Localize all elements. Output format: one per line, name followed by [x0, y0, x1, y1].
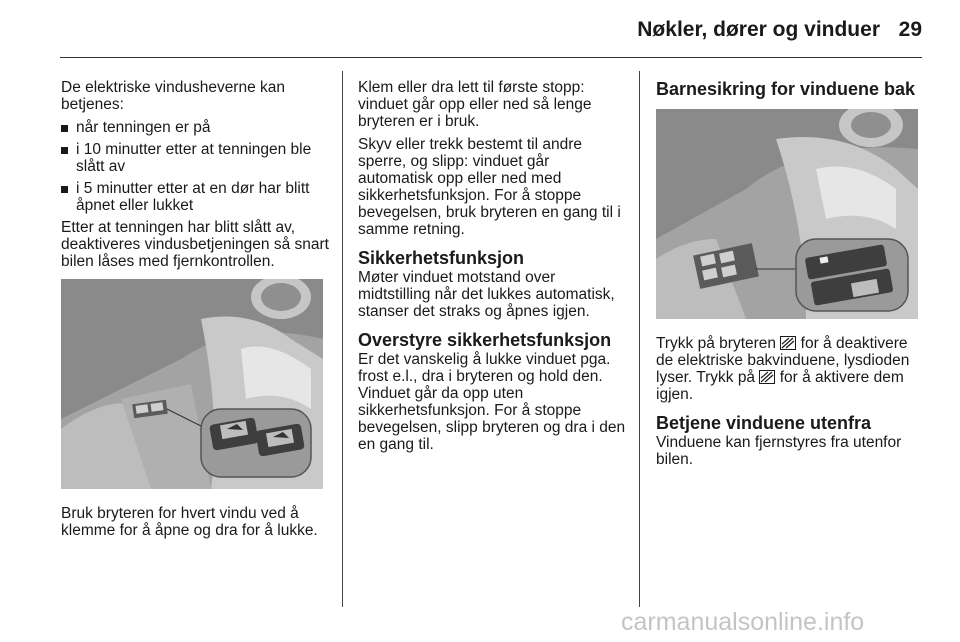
list-item — [61, 141, 329, 175]
header-rule — [60, 57, 922, 58]
page-number: 29 — [898, 18, 922, 41]
column-2 — [358, 79, 628, 459]
outside-heading: Betjene vinduene utenfra — [656, 413, 872, 433]
override-text: Er det vanskelig å lukke vinduet pga. frost e.l., dra i bryteren og hold den. Vinduet går da opp uten sikkerhetsfunksjon. For å stoppe bevegelsen, slipp bryteren og dra i den en gang til. — [358, 351, 626, 453]
list-item-text: når tenningen er på — [76, 119, 211, 136]
watermark: carmanualsonline.info — [621, 608, 865, 636]
header-title: Nøkler, dører og vinduer — [637, 18, 880, 41]
first-stop-text: Klem eller dra lett til første stopp: vinduet går opp eller ned så lenge bryteren er i bruk. — [358, 79, 592, 130]
intro-text: De elektriske vindusheverne kan betjenes: — [61, 79, 286, 113]
child-lock-heading: Barnesikring for vinduene bak — [656, 79, 916, 99]
child-lock-text — [656, 335, 926, 403]
child-lock-text-3: for å aktivere dem igjen. — [656, 369, 904, 403]
bullet-icon — [61, 147, 68, 154]
list-item-text: i 5 minutter etter at en dør har blitt åpnet eller lukket — [76, 180, 310, 214]
window-switch-illustration — [61, 279, 323, 489]
outside-text: Vinduene kan fjernstyres fra utenfor bilen. — [656, 434, 902, 468]
safety-heading: Sikkerhetsfunksjon — [358, 248, 525, 268]
figure-caption: Bruk bryteren for hvert vindu ved å klemme for å åpne og dra for å lukke. — [61, 505, 318, 539]
child-lock-text-1: Trykk på bryteren — [656, 335, 777, 352]
safety-text: Møter vinduet motstand over midtstilling når det lukkes automatisk, stanser det straks og åpnes igjen. — [358, 269, 615, 320]
list-item — [61, 180, 329, 214]
override-heading: Overstyre sikkerhetsfunksjon — [358, 330, 612, 350]
column-1 — [61, 79, 329, 545]
child-lock-text-2: for å deaktivere de elektriske bakvinduene, lysdioden lyser. Trykk på — [656, 335, 910, 386]
list-item-text: i 10 minutter etter at tenningen ble slått av — [76, 141, 312, 175]
condition-list — [61, 119, 329, 214]
second-stop-text: Skyv eller trekk bestemt til andre sperre, og slipp: vinduet går automatisk opp eller ned med sikkerhetsfunksjon. For å stoppe bevegelsen, bruk bryteren en gang til i samme retning. — [358, 136, 621, 238]
ignition-off-text: Etter at tenningen har blitt slått av, deaktiveres vindusbetjeningen så snart bilen låses med fjernkontrollen. — [61, 219, 329, 270]
bullet-icon — [61, 186, 68, 193]
column-divider — [639, 71, 640, 607]
column-3 — [656, 79, 926, 474]
child-lock-icon — [759, 370, 775, 384]
child-lock-icon — [780, 336, 796, 350]
child-lock-illustration — [656, 109, 918, 319]
column-divider — [342, 71, 343, 607]
bullet-icon — [61, 125, 68, 132]
list-item — [61, 119, 329, 136]
